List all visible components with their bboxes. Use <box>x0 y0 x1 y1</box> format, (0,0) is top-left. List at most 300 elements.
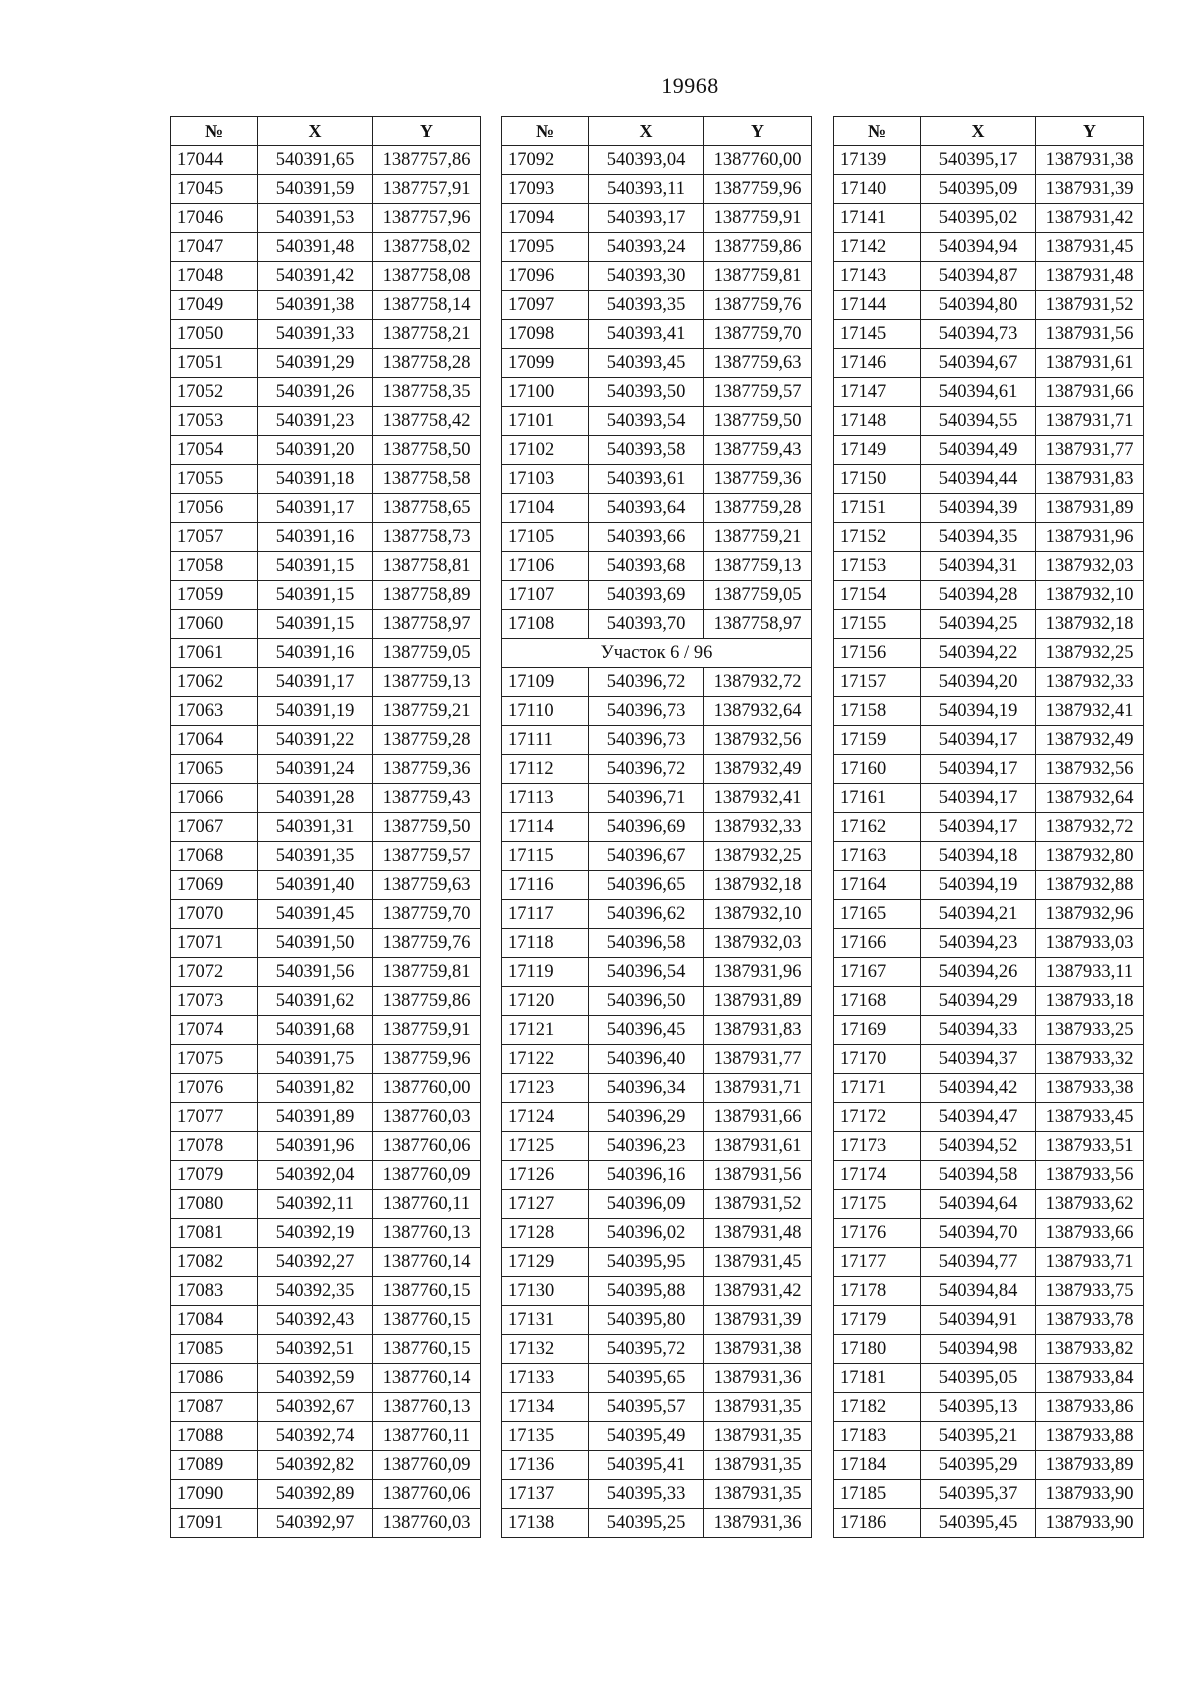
point-number: 17133 <box>502 1364 589 1393</box>
table-row <box>171 987 481 1016</box>
point-number: 17098 <box>502 320 589 349</box>
point-number: 17100 <box>502 378 589 407</box>
x-coordinate: 540394,19 <box>921 871 1036 900</box>
point-number: 17087 <box>171 1393 258 1422</box>
point-number: 17118 <box>502 929 589 958</box>
point-number: 17165 <box>834 900 921 929</box>
table-row <box>171 320 481 349</box>
y-coordinate: 1387759,28 <box>373 726 481 755</box>
x-coordinate: 540394,22 <box>921 639 1036 668</box>
y-coordinate: 1387932,80 <box>1036 842 1144 871</box>
x-coordinate: 540396,45 <box>589 1016 704 1045</box>
y-coordinate: 1387931,66 <box>704 1103 812 1132</box>
x-coordinate: 540391,17 <box>258 494 373 523</box>
point-number: 17150 <box>834 465 921 494</box>
point-number: 17078 <box>171 1132 258 1161</box>
x-coordinate: 540394,58 <box>921 1161 1036 1190</box>
point-number: 17158 <box>834 697 921 726</box>
point-number: 17117 <box>502 900 589 929</box>
point-number: 17142 <box>834 233 921 262</box>
point-number: 17164 <box>834 871 921 900</box>
table-row <box>834 639 1144 668</box>
point-number: 17045 <box>171 175 258 204</box>
point-number: 17051 <box>171 349 258 378</box>
table-row <box>834 494 1144 523</box>
x-coordinate: 540394,21 <box>921 900 1036 929</box>
x-coordinate: 540394,91 <box>921 1306 1036 1335</box>
x-coordinate: 540395,65 <box>589 1364 704 1393</box>
x-coordinate: 540394,19 <box>921 697 1036 726</box>
x-coordinate: 540392,74 <box>258 1422 373 1451</box>
x-coordinate: 540391,16 <box>258 523 373 552</box>
table-row <box>171 465 481 494</box>
table-row <box>834 1161 1144 1190</box>
y-coordinate: 1387931,52 <box>704 1190 812 1219</box>
point-number: 17135 <box>502 1422 589 1451</box>
point-number: 17112 <box>502 755 589 784</box>
table-row <box>171 813 481 842</box>
y-coordinate: 1387933,89 <box>1036 1451 1144 1480</box>
x-coordinate: 540394,39 <box>921 494 1036 523</box>
table-row <box>171 784 481 813</box>
table-row <box>502 436 812 465</box>
header-x: X <box>921 117 1036 146</box>
y-coordinate: 1387760,03 <box>373 1103 481 1132</box>
y-coordinate: 1387931,36 <box>704 1364 812 1393</box>
header-x: X <box>589 117 704 146</box>
point-number: 17130 <box>502 1277 589 1306</box>
y-coordinate: 1387760,06 <box>373 1480 481 1509</box>
table-row <box>502 523 812 552</box>
x-coordinate: 540394,37 <box>921 1045 1036 1074</box>
x-coordinate: 540392,67 <box>258 1393 373 1422</box>
x-coordinate: 540395,02 <box>921 204 1036 233</box>
y-coordinate: 1387932,25 <box>704 842 812 871</box>
table-row <box>502 175 812 204</box>
point-number: 17143 <box>834 262 921 291</box>
table-row <box>171 958 481 987</box>
table-row <box>834 233 1144 262</box>
y-coordinate: 1387759,05 <box>704 581 812 610</box>
table-row <box>502 291 812 320</box>
point-number: 17141 <box>834 204 921 233</box>
x-coordinate: 540395,21 <box>921 1422 1036 1451</box>
table-row <box>834 349 1144 378</box>
table-row <box>834 1393 1144 1422</box>
point-number: 17116 <box>502 871 589 900</box>
x-coordinate: 540391,26 <box>258 378 373 407</box>
table-row <box>834 871 1144 900</box>
point-number: 17114 <box>502 813 589 842</box>
y-coordinate: 1387759,81 <box>373 958 481 987</box>
y-coordinate: 1387932,72 <box>1036 813 1144 842</box>
x-coordinate: 540393,61 <box>589 465 704 494</box>
table-row <box>502 320 812 349</box>
y-coordinate: 1387932,64 <box>704 697 812 726</box>
table-row <box>502 1045 812 1074</box>
point-number: 17147 <box>834 378 921 407</box>
x-coordinate: 540393,58 <box>589 436 704 465</box>
point-number: 17175 <box>834 1190 921 1219</box>
x-coordinate: 540392,27 <box>258 1248 373 1277</box>
y-coordinate: 1387759,91 <box>704 204 812 233</box>
point-number: 17076 <box>171 1074 258 1103</box>
point-number: 17052 <box>171 378 258 407</box>
y-coordinate: 1387759,05 <box>373 639 481 668</box>
y-coordinate: 1387933,84 <box>1036 1364 1144 1393</box>
table-row <box>834 320 1144 349</box>
table-row <box>502 842 812 871</box>
point-number: 17105 <box>502 523 589 552</box>
y-coordinate: 1387933,78 <box>1036 1306 1144 1335</box>
point-number: 17126 <box>502 1161 589 1190</box>
x-coordinate: 540391,24 <box>258 755 373 784</box>
x-coordinate: 540394,80 <box>921 291 1036 320</box>
table-row <box>502 1161 812 1190</box>
point-number: 17173 <box>834 1132 921 1161</box>
point-number: 17109 <box>502 668 589 697</box>
point-number: 17071 <box>171 929 258 958</box>
table-row <box>834 697 1144 726</box>
y-coordinate: 1387932,96 <box>1036 900 1144 929</box>
x-coordinate: 540391,38 <box>258 291 373 320</box>
y-coordinate: 1387932,72 <box>704 668 812 697</box>
y-coordinate: 1387759,70 <box>704 320 812 349</box>
point-number: 17167 <box>834 958 921 987</box>
table-row <box>834 552 1144 581</box>
x-coordinate: 540393,35 <box>589 291 704 320</box>
y-coordinate: 1387760,09 <box>373 1451 481 1480</box>
table-row <box>502 1393 812 1422</box>
table-row <box>834 813 1144 842</box>
point-number: 17139 <box>834 146 921 175</box>
x-coordinate: 540394,26 <box>921 958 1036 987</box>
header-row <box>834 117 1144 146</box>
x-coordinate: 540391,15 <box>258 552 373 581</box>
y-coordinate: 1387760,15 <box>373 1335 481 1364</box>
point-number: 17088 <box>171 1422 258 1451</box>
x-coordinate: 540391,89 <box>258 1103 373 1132</box>
y-coordinate: 1387759,76 <box>373 929 481 958</box>
point-number: 17157 <box>834 668 921 697</box>
y-coordinate: 1387931,38 <box>1036 146 1144 175</box>
x-coordinate: 540395,05 <box>921 1364 1036 1393</box>
y-coordinate: 1387759,43 <box>373 784 481 813</box>
y-coordinate: 1387931,83 <box>704 1016 812 1045</box>
x-coordinate: 540396,16 <box>589 1161 704 1190</box>
x-coordinate: 540394,61 <box>921 378 1036 407</box>
x-coordinate: 540394,35 <box>921 523 1036 552</box>
x-coordinate: 540391,56 <box>258 958 373 987</box>
point-number: 17152 <box>834 523 921 552</box>
point-number: 17080 <box>171 1190 258 1219</box>
x-coordinate: 540394,42 <box>921 1074 1036 1103</box>
table-row <box>502 407 812 436</box>
point-number: 17079 <box>171 1161 258 1190</box>
table-row <box>834 1016 1144 1045</box>
table-row <box>834 204 1144 233</box>
table-row <box>834 1103 1144 1132</box>
table-row <box>171 1190 481 1219</box>
point-number: 17053 <box>171 407 258 436</box>
y-coordinate: 1387759,21 <box>704 523 812 552</box>
x-coordinate: 540395,72 <box>589 1335 704 1364</box>
table-row <box>834 1074 1144 1103</box>
table-row <box>171 146 481 175</box>
table-row <box>834 175 1144 204</box>
point-number: 17048 <box>171 262 258 291</box>
y-coordinate: 1387758,28 <box>373 349 481 378</box>
table-row <box>502 1103 812 1132</box>
x-coordinate: 540394,17 <box>921 813 1036 842</box>
x-coordinate: 540393,45 <box>589 349 704 378</box>
x-coordinate: 540391,82 <box>258 1074 373 1103</box>
table-row <box>171 436 481 465</box>
y-coordinate: 1387758,50 <box>373 436 481 465</box>
x-coordinate: 540392,97 <box>258 1509 373 1538</box>
point-number: 17177 <box>834 1248 921 1277</box>
y-coordinate: 1387931,39 <box>704 1306 812 1335</box>
point-number: 17166 <box>834 929 921 958</box>
point-number: 17122 <box>502 1045 589 1074</box>
y-coordinate: 1387758,97 <box>373 610 481 639</box>
y-coordinate: 1387931,61 <box>1036 349 1144 378</box>
section-label: Участок 6 / 96 <box>502 639 812 668</box>
y-coordinate: 1387759,96 <box>373 1045 481 1074</box>
table-row <box>502 1016 812 1045</box>
x-coordinate: 540395,95 <box>589 1248 704 1277</box>
table-row <box>502 1480 812 1509</box>
point-number: 17178 <box>834 1277 921 1306</box>
y-coordinate: 1387759,76 <box>704 291 812 320</box>
x-coordinate: 540392,19 <box>258 1219 373 1248</box>
y-coordinate: 1387932,18 <box>704 871 812 900</box>
point-number: 17063 <box>171 697 258 726</box>
x-coordinate: 540391,65 <box>258 146 373 175</box>
table-row <box>834 465 1144 494</box>
table-row <box>171 291 481 320</box>
y-coordinate: 1387759,70 <box>373 900 481 929</box>
point-number: 17115 <box>502 842 589 871</box>
x-coordinate: 540391,40 <box>258 871 373 900</box>
point-number: 17046 <box>171 204 258 233</box>
x-coordinate: 540391,50 <box>258 929 373 958</box>
point-number: 17137 <box>502 1480 589 1509</box>
table-row <box>834 1306 1144 1335</box>
point-number: 17145 <box>834 320 921 349</box>
x-coordinate: 540396,54 <box>589 958 704 987</box>
x-coordinate: 540394,47 <box>921 1103 1036 1132</box>
point-number: 17181 <box>834 1364 921 1393</box>
table-row <box>834 1422 1144 1451</box>
x-coordinate: 540395,49 <box>589 1422 704 1451</box>
table-row <box>834 842 1144 871</box>
table-row <box>502 1190 812 1219</box>
y-coordinate: 1387759,86 <box>373 987 481 1016</box>
point-number: 17151 <box>834 494 921 523</box>
table-row <box>834 1190 1144 1219</box>
table-row <box>171 755 481 784</box>
y-coordinate: 1387933,75 <box>1036 1277 1144 1306</box>
x-coordinate: 540391,31 <box>258 813 373 842</box>
point-number: 17073 <box>171 987 258 1016</box>
x-coordinate: 540394,17 <box>921 784 1036 813</box>
header-x: X <box>258 117 373 146</box>
y-coordinate: 1387932,64 <box>1036 784 1144 813</box>
table-row <box>834 1509 1144 1538</box>
x-coordinate: 540395,88 <box>589 1277 704 1306</box>
table-row <box>171 1335 481 1364</box>
x-coordinate: 540396,34 <box>589 1074 704 1103</box>
point-number: 17138 <box>502 1509 589 1538</box>
point-number: 17113 <box>502 784 589 813</box>
x-coordinate: 540393,30 <box>589 262 704 291</box>
point-number: 17149 <box>834 436 921 465</box>
point-number: 17055 <box>171 465 258 494</box>
x-coordinate: 540393,11 <box>589 175 704 204</box>
point-number: 17186 <box>834 1509 921 1538</box>
point-number: 17162 <box>834 813 921 842</box>
point-number: 17062 <box>171 668 258 697</box>
table-row <box>502 697 812 726</box>
table-row <box>502 233 812 262</box>
table-row <box>834 929 1144 958</box>
point-number: 17182 <box>834 1393 921 1422</box>
y-coordinate: 1387931,77 <box>704 1045 812 1074</box>
table-row <box>171 1016 481 1045</box>
y-coordinate: 1387931,71 <box>704 1074 812 1103</box>
table-row <box>834 726 1144 755</box>
y-coordinate: 1387931,35 <box>704 1480 812 1509</box>
point-number: 17099 <box>502 349 589 378</box>
y-coordinate: 1387758,42 <box>373 407 481 436</box>
point-number: 17084 <box>171 1306 258 1335</box>
table-row <box>502 1335 812 1364</box>
table-row <box>834 436 1144 465</box>
table-row <box>502 1219 812 1248</box>
y-coordinate: 1387933,66 <box>1036 1219 1144 1248</box>
table-row <box>502 552 812 581</box>
x-coordinate: 540393,70 <box>589 610 704 639</box>
y-coordinate: 1387760,15 <box>373 1306 481 1335</box>
point-number: 17172 <box>834 1103 921 1132</box>
point-number: 17156 <box>834 639 921 668</box>
x-coordinate: 540391,35 <box>258 842 373 871</box>
table-row <box>171 233 481 262</box>
x-coordinate: 540396,50 <box>589 987 704 1016</box>
x-coordinate: 540394,17 <box>921 726 1036 755</box>
table-row <box>834 1045 1144 1074</box>
x-coordinate: 540394,49 <box>921 436 1036 465</box>
point-number: 17050 <box>171 320 258 349</box>
point-number: 17136 <box>502 1451 589 1480</box>
point-number: 17101 <box>502 407 589 436</box>
y-coordinate: 1387932,10 <box>1036 581 1144 610</box>
x-coordinate: 540394,87 <box>921 262 1036 291</box>
y-coordinate: 1387933,82 <box>1036 1335 1144 1364</box>
y-coordinate: 1387931,42 <box>704 1277 812 1306</box>
y-coordinate: 1387931,96 <box>704 958 812 987</box>
x-coordinate: 540395,41 <box>589 1451 704 1480</box>
x-coordinate: 540391,18 <box>258 465 373 494</box>
table-row <box>502 813 812 842</box>
y-coordinate: 1387759,96 <box>704 175 812 204</box>
point-number: 17092 <box>502 146 589 175</box>
x-coordinate: 540394,28 <box>921 581 1036 610</box>
point-number: 17154 <box>834 581 921 610</box>
point-number: 17061 <box>171 639 258 668</box>
y-coordinate: 1387759,13 <box>704 552 812 581</box>
table-row <box>834 784 1144 813</box>
y-coordinate: 1387931,42 <box>1036 204 1144 233</box>
table-row <box>171 1132 481 1161</box>
point-number: 17097 <box>502 291 589 320</box>
y-coordinate: 1387931,61 <box>704 1132 812 1161</box>
point-number: 17104 <box>502 494 589 523</box>
table-row <box>171 581 481 610</box>
y-coordinate: 1387931,77 <box>1036 436 1144 465</box>
table-row <box>834 755 1144 784</box>
point-number: 17082 <box>171 1248 258 1277</box>
x-coordinate: 540395,09 <box>921 175 1036 204</box>
coordinates-table-3 <box>833 116 1144 1538</box>
point-number: 17077 <box>171 1103 258 1132</box>
table-row <box>502 494 812 523</box>
x-coordinate: 540396,72 <box>589 668 704 697</box>
y-coordinate: 1387932,03 <box>704 929 812 958</box>
x-coordinate: 540394,70 <box>921 1219 1036 1248</box>
x-coordinate: 540391,75 <box>258 1045 373 1074</box>
table-row <box>171 697 481 726</box>
table-row <box>502 581 812 610</box>
x-coordinate: 540394,31 <box>921 552 1036 581</box>
point-number: 17103 <box>502 465 589 494</box>
table-row <box>171 175 481 204</box>
table-row <box>834 668 1144 697</box>
y-coordinate: 1387759,13 <box>373 668 481 697</box>
y-coordinate: 1387758,58 <box>373 465 481 494</box>
y-coordinate: 1387933,25 <box>1036 1016 1144 1045</box>
y-coordinate: 1387758,89 <box>373 581 481 610</box>
y-coordinate: 1387933,51 <box>1036 1132 1144 1161</box>
x-coordinate: 540396,71 <box>589 784 704 813</box>
table-row <box>834 407 1144 436</box>
point-number: 17107 <box>502 581 589 610</box>
point-number: 17111 <box>502 726 589 755</box>
table-row <box>171 378 481 407</box>
x-coordinate: 540396,73 <box>589 726 704 755</box>
table-row <box>171 1393 481 1422</box>
point-number: 17056 <box>171 494 258 523</box>
table-row <box>834 900 1144 929</box>
point-number: 17095 <box>502 233 589 262</box>
point-number: 17047 <box>171 233 258 262</box>
y-coordinate: 1387932,10 <box>704 900 812 929</box>
table-row <box>171 1422 481 1451</box>
point-number: 17121 <box>502 1016 589 1045</box>
y-coordinate: 1387931,45 <box>1036 233 1144 262</box>
point-number: 17083 <box>171 1277 258 1306</box>
table-row <box>171 900 481 929</box>
point-number: 17065 <box>171 755 258 784</box>
table-row <box>171 1045 481 1074</box>
point-number: 17102 <box>502 436 589 465</box>
y-coordinate: 1387932,41 <box>1036 697 1144 726</box>
x-coordinate: 540393,54 <box>589 407 704 436</box>
y-coordinate: 1387759,63 <box>373 871 481 900</box>
x-coordinate: 540391,33 <box>258 320 373 349</box>
x-coordinate: 540393,66 <box>589 523 704 552</box>
